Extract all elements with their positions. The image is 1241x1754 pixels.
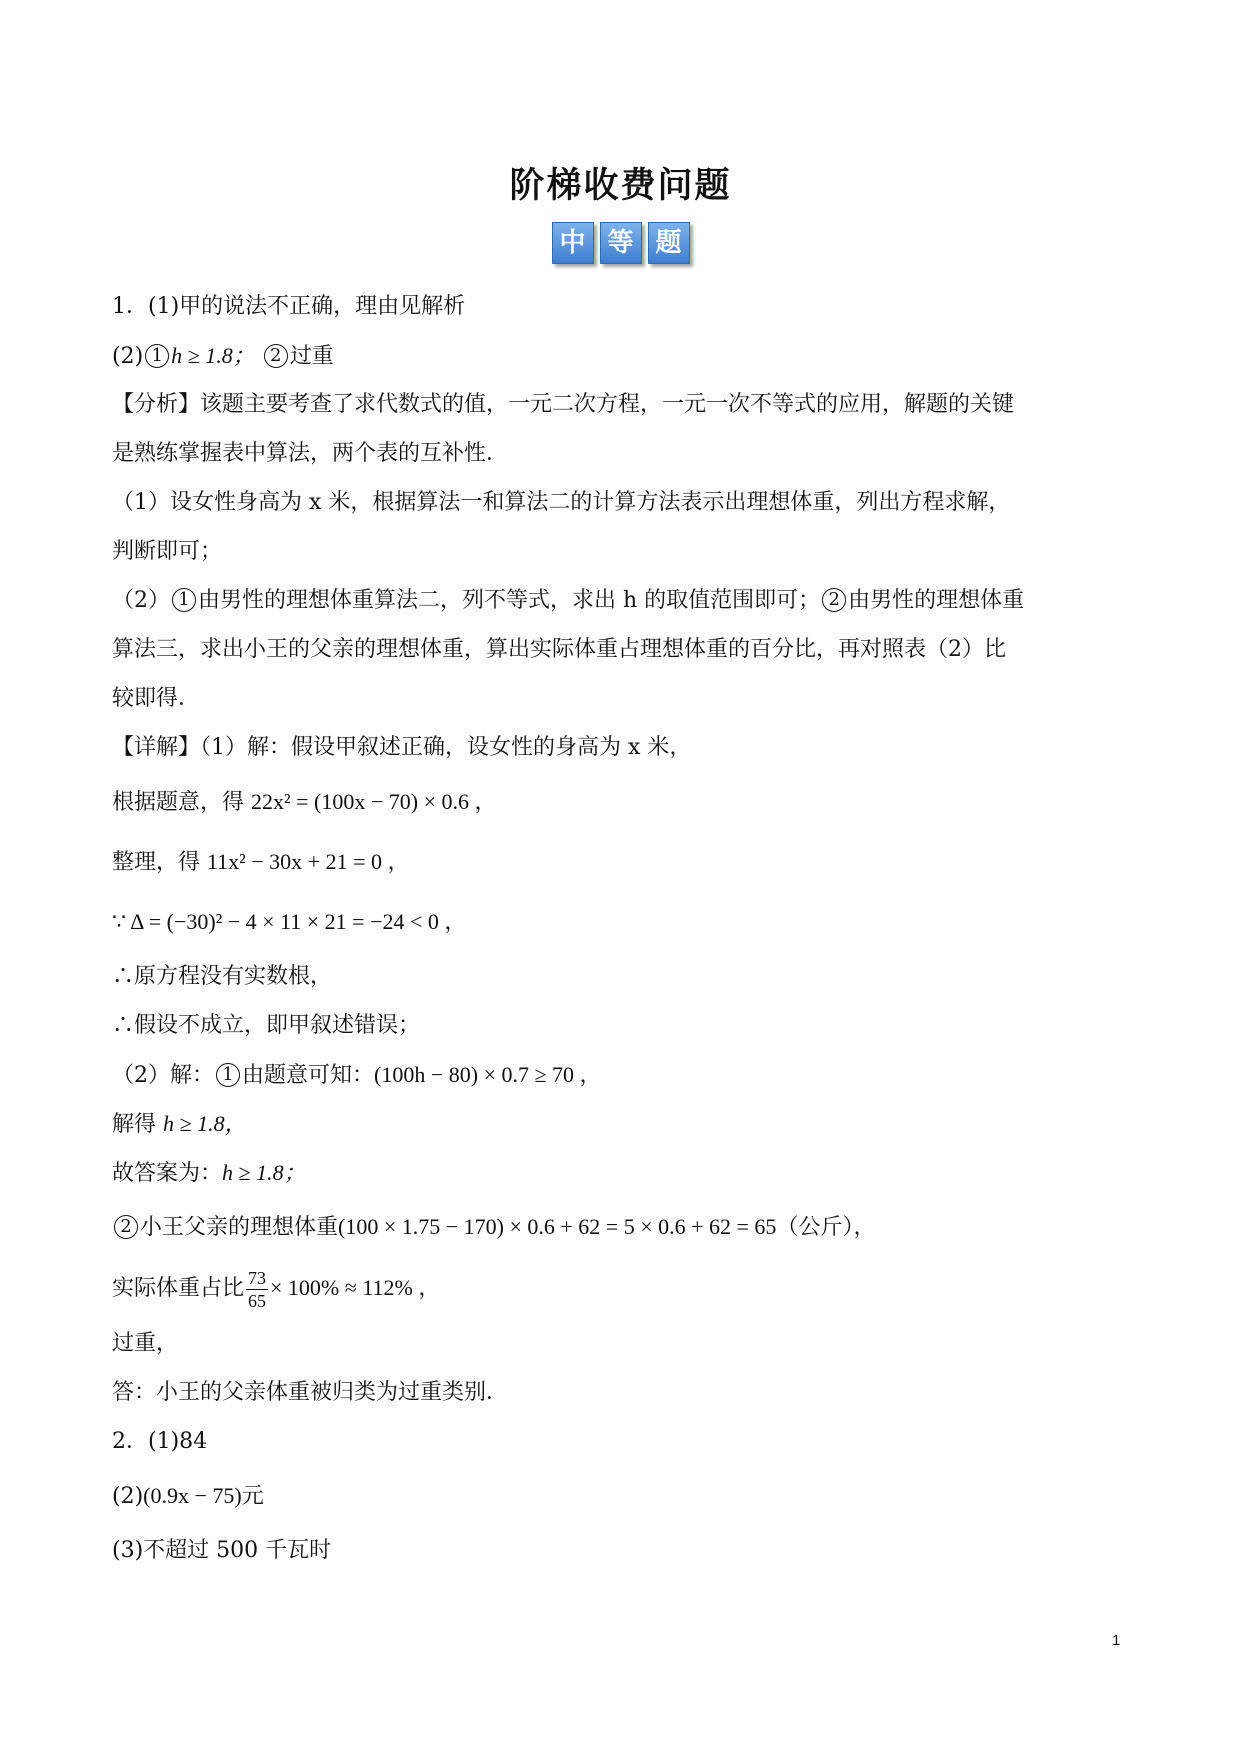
analysis-line-2: 是熟练掌握表中算法，两个表的互补性． bbox=[112, 441, 509, 466]
circled-number-2: 2 bbox=[264, 344, 288, 368]
q1-part2-answer: (2) 1 h ≥ 1.8； 2 过重 bbox=[112, 343, 334, 369]
circled-number-2: 2 bbox=[114, 1215, 138, 1239]
detail-line-6: ∴假设不成立，即甲叙述错误； bbox=[112, 1013, 421, 1038]
analysis-line-6: 算法三，求出小王的父亲的理想体重，算出实际体重占理想体重的百分比，再对照表（2）比 bbox=[112, 637, 1007, 662]
badge-deng: 等 bbox=[600, 222, 642, 264]
difficulty-badges bbox=[0, 222, 1241, 264]
analysis-line-7: 较即得． bbox=[112, 686, 201, 711]
q2-part1-answer: 2．(1)84 bbox=[112, 1429, 208, 1454]
detail-line-12: 过重， bbox=[112, 1331, 179, 1356]
circled-number-1: 1 bbox=[172, 588, 196, 612]
detail-line-10: 2 小王父亲的理想体重(100 × 1.75 − 170) × 0.6 + 62 = 5 × 0.6 + 62 = 65（公斤）， bbox=[112, 1197, 1132, 1257]
page-number: 1 bbox=[1112, 1632, 1121, 1649]
q2-part2-answer: (2)(0.9x − 75)元 bbox=[112, 1483, 264, 1509]
q1-part1-answer: 1．(1)甲的说法不正确，理由见解析 bbox=[112, 294, 466, 319]
badge-ti: 题 bbox=[648, 222, 690, 264]
detail-line-1: 【详解】（1）解：假设甲叙述正确，设女性的身高为 x 米， bbox=[112, 735, 692, 760]
page-title: 阶梯收费问题 bbox=[509, 166, 732, 206]
analysis-line-3: （1）设女性身高为 x 米，根据算法一和算法二的计算方法表示出理想体重，列出方程求解， bbox=[112, 490, 1011, 515]
detail-line-7: （2）解： 1 由题意可知：(100h − 80) × 0.7 ≥ 70 ， bbox=[112, 1062, 602, 1088]
circled-number-2: 2 bbox=[822, 588, 846, 612]
detail-line-4: ∵ Δ = (−30)² − 4 × 11 × 21 = −24 < 0 ， bbox=[112, 909, 467, 934]
detail-line-13: 答：小王的父亲体重被归类为过重类别． bbox=[112, 1380, 509, 1405]
detail-line-2: 根据题意，得 22x² = (100x − 70) × 0.6 ， bbox=[112, 789, 497, 815]
analysis-line-1: 【分析】该题主要考查了求代数式的值，一元二次方程，一元一次不等式的应用，解题的关键 bbox=[112, 392, 1015, 417]
detail-line-11: 实际体重占比 $\frac{73}{65}$ × 100% ≈ 112% ， bbox=[112, 1267, 441, 1311]
detail-line-9: 故答案为：h ≥ 1.8； bbox=[112, 1160, 306, 1186]
analysis-line-5: （2） 1 由男性的理想体重算法二，列不等式，求出 h 的取值范围即可； 2 由男性的理想体重 bbox=[112, 588, 1025, 613]
circled-number-1: 1 bbox=[145, 344, 169, 368]
analysis-line-4: 判断即可； bbox=[112, 539, 223, 564]
q2-part3-answer: (3)不超过 500 千瓦时 bbox=[112, 1538, 332, 1563]
detail-line-8: 解得 h ≥ 1.8， bbox=[112, 1111, 247, 1137]
circled-number-1: 1 bbox=[216, 1063, 240, 1087]
fraction-73-65: $\frac{73}{65}$ bbox=[248, 1267, 267, 1311]
detail-line-3: 整理，得 11x² − 30x + 21 = 0 ， bbox=[112, 849, 410, 875]
detail-line-5: ∴原方程没有实数根， bbox=[112, 964, 333, 989]
badge-zhong: 中 bbox=[552, 222, 594, 264]
answer-content bbox=[112, 282, 1132, 1575]
